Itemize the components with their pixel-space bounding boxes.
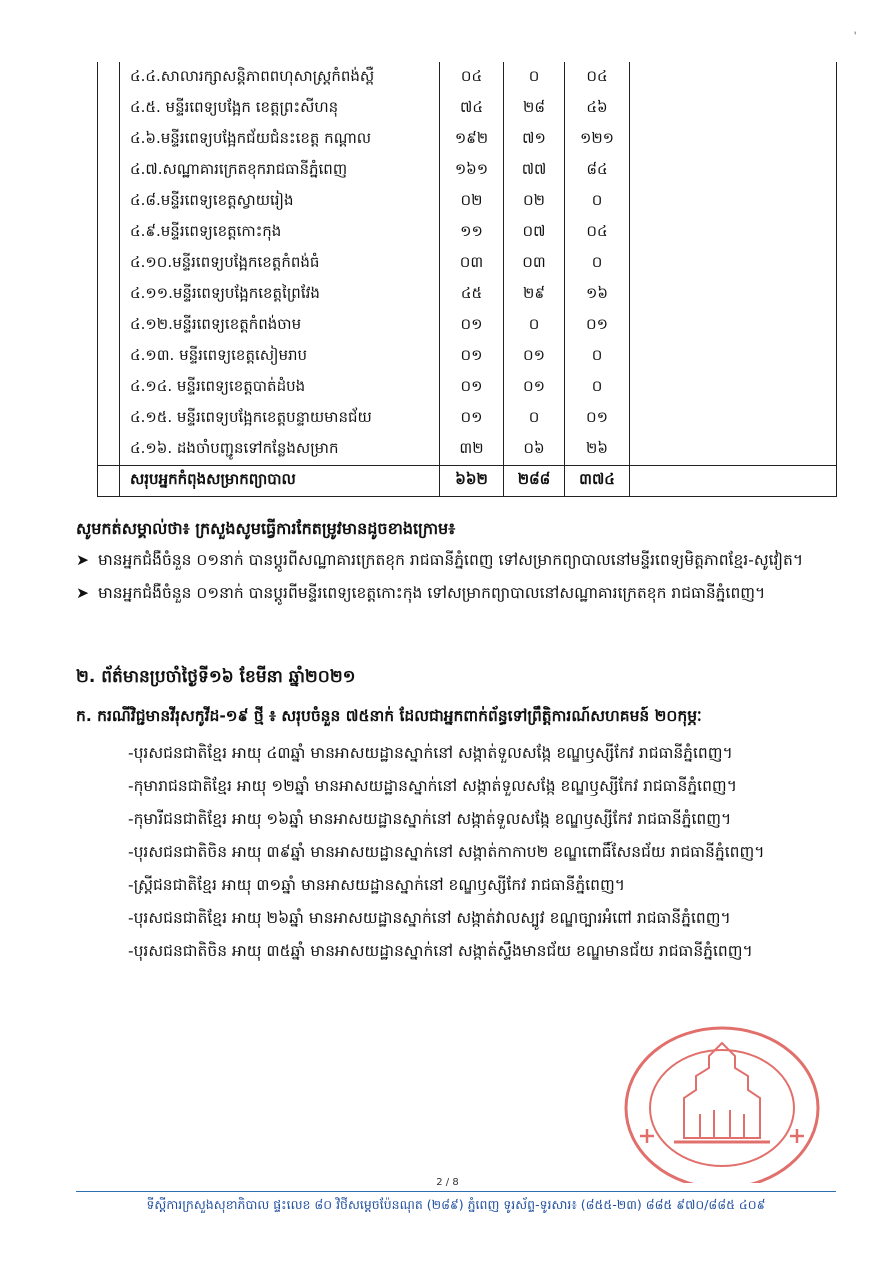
case-item: -បុរសជនជាតិចិន អាយុ ៣៩ឆ្នាំ មានអាសយដ្ឋានស្នាក់នៅ សង្កាត់កាកាប២ ខណ្ឌពោធិ៍សែនជ័យ រាជធានីភ្នំពេញ។ (128, 843, 765, 861)
facility-name: ៤.១៦. ដងចាំបញ្ជូនទៅកន្លែងសម្រាក (120, 434, 440, 466)
correction-note-title: សូមកត់សម្គាល់ថា៖ ក្រសួងសូមធ្វើការកែតម្រូវមានដូចខាងក្រោម៖ (76, 519, 456, 538)
facility-name: ៤.១៤. មន្ទីរពេទ្យខេត្តបាត់ដំបង (120, 372, 440, 403)
total-patients: ១១ (440, 217, 504, 248)
table-row (98, 155, 837, 186)
patients-table-container (97, 62, 836, 497)
correction-item-text: មានអ្នកជំងឺចំនួន ០១នាក់ បានប្តូរពីសណ្ឋាគារក្រេតខុក រាជធានីភ្នំពេញ ទៅសម្រាកព្យាបាលនៅមន្ទីរពេទ្យមិត្តភាពខ្មែរ-សូវៀត។ (98, 551, 804, 569)
table-cell-empty (630, 466, 837, 497)
patients-col-2: ០ (504, 310, 565, 341)
patients-col-3: ៣៧៤ (565, 466, 630, 497)
correction-list (76, 545, 836, 611)
total-patients: ០២ (440, 186, 504, 217)
section-title: ២. ព័ត៌មានប្រចាំថ្ងៃទី១៦ ខែមីនា ឆ្នាំ២០២១ (76, 667, 356, 687)
table-cell-spacer (98, 403, 120, 434)
facility-name: ៤.១៥. មន្ទីរពេទ្យបង្អែកខេត្តបន្ទាយមានជ័យ (120, 403, 440, 434)
table-row (98, 217, 837, 248)
patients-col-2: ២៨ (504, 93, 565, 124)
table-row (98, 124, 837, 155)
table-row (98, 186, 837, 217)
footer-address: ទីស្តីការក្រសួងសុខាភិបាល ផ្ទះលេខ ៨០ វិថីសម្តេចប៉ែនណុត (២៨៩) ភ្នំពេញ ទូរស័ព្ទ-ទូរសារ៖ (៨៥៥-២៣) ៨៨៥ ៩៧០/៨៨៥ ៤០៩ (146, 1197, 766, 1212)
table-row (98, 341, 837, 372)
table-cell-empty (630, 186, 837, 217)
table-cell-empty (630, 62, 837, 93)
case-item: -បុរសជនជាតិខ្មែរ អាយុ ២៦ឆ្នាំ មានអាសយដ្ឋានស្នាក់នៅ សង្កាត់វាលស្បូវ ខណ្ឌច្បារអំពៅ រាជធានីភ្នំពេញ។ (128, 909, 731, 927)
table-cell-spacer (98, 248, 120, 279)
table-total-row (98, 466, 837, 497)
case-item: -បុរសជនជាតិចិន អាយុ ៣៥ឆ្នាំ មានអាសយដ្ឋានស្នាក់នៅ សង្កាត់ស្ទឹងមានជ័យ ខណ្ឌមានជ័យ រាជធានីភ្នំពេញ។ (128, 942, 753, 960)
table-cell-empty (630, 93, 837, 124)
patients-col-3: ១៦ (565, 279, 630, 310)
table-cell-empty (630, 310, 837, 341)
scan-mark: ` (846, 29, 860, 45)
table-cell-spacer (98, 434, 120, 466)
patients-col-2: ២៩ (504, 279, 565, 310)
official-seal-icon (614, 1018, 824, 1183)
patients-col-2: ៧១ (504, 124, 565, 155)
table-cell-empty (630, 155, 837, 186)
total-patients: ០១ (440, 403, 504, 434)
total-patients: ១៦១ (440, 155, 504, 186)
table-cell-spacer (98, 372, 120, 403)
facility-name: ៤.១៣. មន្ទីរពេទ្យខេត្តសៀមរាប (120, 341, 440, 372)
patients-col-3: ០ (565, 248, 630, 279)
patients-col-3: ០ (565, 341, 630, 372)
table-row (98, 62, 837, 93)
facility-name: ៤.៤.សាលារក្សាសន្តិភាពពហុសាស្ត្រកំពង់ស្ពឺ (120, 62, 440, 93)
facility-name: ៤.៨.មន្ទីរពេទ្យខេត្តស្វាយរៀង (120, 186, 440, 217)
patients-col-3: ៨៤ (565, 155, 630, 186)
table-cell-empty (630, 341, 837, 372)
patients-col-2: ០៦ (504, 434, 565, 466)
table-row (98, 248, 837, 279)
table-cell-spacer (98, 62, 120, 93)
table-cell-spacer (98, 155, 120, 186)
patients-col-3: ០ (565, 186, 630, 217)
total-patients: ០១ (440, 341, 504, 372)
patients-col-2: ០ (504, 403, 565, 434)
correction-item (76, 545, 836, 576)
patients-col-2: ០២ (504, 186, 565, 217)
table-row (98, 372, 837, 403)
total-patients: ០៤ (440, 62, 504, 93)
correction-item (76, 578, 836, 609)
patients-col-2: ០១ (504, 372, 565, 403)
patients-col-3: ០ (565, 372, 630, 403)
table-row (98, 403, 837, 434)
total-patients: ៧៤ (440, 93, 504, 124)
table-cell-spacer (98, 93, 120, 124)
table-cell-empty (630, 279, 837, 310)
patients-table (97, 62, 837, 497)
patients-col-2: ០១ (504, 341, 565, 372)
facility-name: ៤.៥. មន្ទីរពេទ្យបង្អែក ខេត្តព្រះសីហនុ (120, 93, 440, 124)
patients-col-2: ០ (504, 62, 565, 93)
table-cell-spacer (98, 466, 120, 497)
new-cases-heading: ក. ករណីវិជ្ជមានវីរុសកូវីដ-១៩ ថ្មី ៖ សរុបចំនួន ៧៥នាក់ ដែលជាអ្នកពាក់ព័ន្ធទៅព្រឹត្តិការណ៍សហគមន៍ ២០កុម្ភៈ (76, 707, 702, 725)
table-cell-spacer (98, 279, 120, 310)
patients-col-3: ០៤ (565, 217, 630, 248)
table-cell-spacer (98, 186, 120, 217)
facility-name: ៤.១២.មន្ទីរពេទ្យខេត្តកំពង់ចាម (120, 310, 440, 341)
patients-table-body (98, 62, 837, 497)
table-row (98, 279, 837, 310)
total-patients: ៣២ (440, 434, 504, 466)
table-cell-empty (630, 403, 837, 434)
total-patients: ០១ (440, 372, 504, 403)
facility-name: ៤.១១.មន្ទីរពេទ្យបង្អែកខេត្តព្រៃវែង (120, 279, 440, 310)
total-patients: ៦៦២ (440, 466, 504, 497)
total-patients: ១៩២ (440, 124, 504, 155)
patients-col-3: ៤៦ (565, 93, 630, 124)
patients-col-2: ២៨៨ (504, 466, 565, 497)
table-cell-empty (630, 217, 837, 248)
total-patients: ៤៥ (440, 279, 504, 310)
case-item: -កុមារាជនជាតិខ្មែរ អាយុ ១២ឆ្នាំ មានអាសយដ្ឋានស្នាក់នៅ សង្កាត់ទួលសង្កែ ខណ្ឌឫស្សីកែវ រាជធានីភ្នំពេញ។ (128, 777, 737, 795)
table-cell-empty (630, 372, 837, 403)
table-cell-spacer (98, 124, 120, 155)
table-cell-empty (630, 124, 837, 155)
case-item: -ស្ត្រីជនជាតិខ្មែរ អាយុ ៣១ឆ្នាំ មានអាសយដ្ឋានស្នាក់នៅ ខណ្ឌឫស្សីកែវ រាជធានីភ្នំពេញ។ (128, 876, 625, 894)
patients-col-2: ០៣ (504, 248, 565, 279)
table-cell-spacer (98, 310, 120, 341)
patients-col-2: ៧៧ (504, 155, 565, 186)
patients-col-2: ០៧ (504, 217, 565, 248)
table-cell-empty (630, 434, 837, 466)
facility-name: ៤.៩.មន្ទីរពេទ្យខេត្តកោះកុង (120, 217, 440, 248)
table-cell-empty (630, 248, 837, 279)
arrow-bullet-icon: ➤ (76, 584, 89, 602)
patients-col-3: ០១ (565, 403, 630, 434)
table-row (98, 93, 837, 124)
facility-name: ៤.៧.សណ្ឋាគារក្រេតខុករាជធានីភ្នំពេញ (120, 155, 440, 186)
patients-col-3: ០៤ (565, 62, 630, 93)
table-cell-spacer (98, 341, 120, 372)
facility-name: ៤.៦.មន្ទីរពេទ្យបង្អែកជ័យជំនះខេត្ត កណ្តាល (120, 124, 440, 155)
table-cell-spacer (98, 217, 120, 248)
patients-col-3: ២៦ (565, 434, 630, 466)
correction-item-text: មានអ្នកជំងឺចំនួន ០១នាក់ បានប្តូរពីមន្ទីរពេទ្យខេត្តកោះកុង ទៅសម្រាកព្យាបាលនៅសណ្ឋាគារក្រេតខុក រាជធានីភ្នំពេញ។ (98, 584, 766, 602)
new-cases-list (128, 738, 828, 969)
footer-divider (76, 1191, 836, 1192)
facility-name: ៤.១០.មន្ទីរពេទ្យបង្អែកខេត្តកំពង់ធំ (120, 248, 440, 279)
patients-col-3: ០១ (565, 310, 630, 341)
table-row (98, 310, 837, 341)
arrow-bullet-icon: ➤ (76, 551, 89, 569)
patients-col-3: ១២១ (565, 124, 630, 155)
case-item: -បុរសជនជាតិខ្មែរ អាយុ ៤៣ឆ្នាំ មានអាសយដ្ឋានស្នាក់នៅ សង្កាត់ទួលសង្កែ ខណ្ឌឫស្សីកែវ រាជធានីភ្នំពេញ។ (128, 744, 733, 762)
total-patients: ០១ (440, 310, 504, 341)
page-number: 2 / 8 (436, 1177, 459, 1188)
total-patients: ០៣ (440, 248, 504, 279)
total-label: សរុបអ្នកកំពុងសម្រាកព្យាបាល (120, 466, 440, 497)
case-item: -កុមារីជនជាតិខ្មែរ អាយុ ១៦ឆ្នាំ មានអាសយដ្ឋានស្នាក់នៅ សង្កាត់ទួលសង្កែ ខណ្ឌឫស្សីកែវ រាជធានីភ្នំពេញ។ (128, 810, 732, 828)
table-row (98, 434, 837, 466)
